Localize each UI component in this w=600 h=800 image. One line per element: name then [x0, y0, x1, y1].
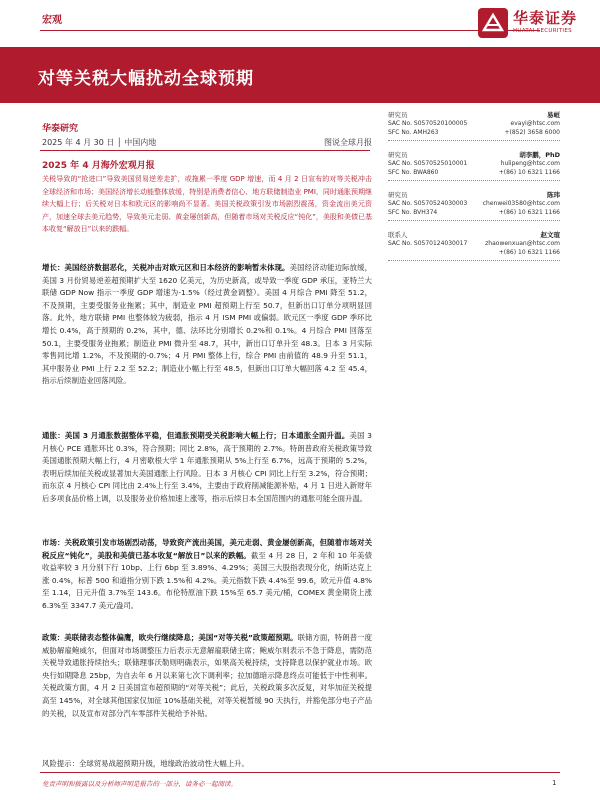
inflation-lead: 通胀：美国 3 月通胀数据整体平稳，但通胀预期受关税影响大幅上行；日本通胀全面升温。 [42, 431, 350, 440]
analyst-sfc: SFC No. BWA860 [388, 169, 439, 176]
analyst-email[interactable]: zhaowenxuan@htsc.com [485, 240, 560, 247]
market-section [42, 537, 372, 613]
growth-text: 美国经济动能边际放缓，美国 3 月份贸易逆差超预期扩大至 1620 亿美元，为历史新高，或导致一季度 GDP 承压，亚特兰大联储 GDP Now 指示一季度 GDP 增速为-1.5%（经过黄金调整）。美国 4 月综合 PMI 降至 51.2，不及预期，主要受服务业拖累；其中，制造业 PMI 超预期上行至 50.7，但新出口订单分项明显回落。此外，地方联储 PMI 也整体较为疲弱，指示 4 月 ISM PMI 或偏弱。欧元区一季度 GDP 季环比增长 0.4%，高于预期的 0.2%，其中，德、法环比分别增长 0.2%和 0.1%。4 月综合 PMI 回落至 50.1，主要受服务业拖累；制造业 PMI 微升至 48.7，其中，新出口订单升至 48.3。日本 3 月实际零售同比增 1.2%，不及预期的-0.7%；4 月 PMI 整体上行，综合 PMI 由前值的 48.9 升至 51.1，其中服务业 PMI 上行 2.2 至 52.2；制造业小幅上行至 48.5，但新出口订单大幅回落 4.2 至 45.4，指示后续制造业回落风险。 [42, 263, 372, 386]
analyst-email[interactable]: hulipeng@htsc.com [500, 160, 560, 167]
footer-disclaimer: 免责声明和披露以及分析师声明是报告的一部分，请务必一起阅读。 [42, 780, 237, 788]
analyst-phone: +(86) 10 6321 1166 [498, 249, 560, 256]
analyst-role: 研究员 [388, 151, 408, 159]
analyst-name: 赵文瑄 [540, 231, 560, 239]
summary-text: 关税导致的“抢进口”导致美国贸易逆差走扩，或拖累一季度 GDP 增速，而 4 月 2 日宣布的对等关税冲击全球经济和市场；美国经济增长动能整体放缓，特别是消费者信心、地方联储制造业 PMI，同时通胀预期继续大幅上行；后关税对日本和欧元区的影响尚不显著。美国关税政策引发市场剧烈震荡，资金流出美元资产，加速全球去美元趋势，导致美元走弱、黄金屡创新高，但随着市场对关税反应“钝化”，美股和美债已基本收复“解放日”以来的跌幅。 [42, 175, 372, 233]
footer-rule [40, 772, 560, 773]
top-bar [0, 0, 600, 54]
doc-type: 图说全球月报 [324, 138, 372, 147]
analyst-sac: SAC No. S0570520100005 [388, 120, 468, 127]
analyst-sac: SAC No. S0570524030003 [388, 200, 468, 207]
analyst-name: 胡李鹏，PhD [519, 151, 560, 159]
analyst-phone: +(852) 3658 6000 [504, 129, 560, 136]
growth-lead: 增长：美国经济数据恶化，关税冲击对欧元区和日本经济的影响暂未体现。 [42, 263, 290, 272]
page-number: 1 [552, 779, 557, 787]
analyst-role: 联系人 [388, 231, 408, 239]
inflation-section [42, 430, 372, 506]
policy-lead: 政策：美联储表态整体偏鹰，欧央行继续降息；美国“对等关税”政策超预期。 [42, 633, 298, 642]
analyst-sfc: SFC No. AMH263 [388, 129, 439, 136]
analyst-phone: +(86) 10 6321 1166 [498, 169, 560, 176]
analyst-role: 研究员 [388, 191, 408, 199]
risk-note: 风险提示：全球贸易战超预期升级，地缘政治波动性大幅上升。 [42, 759, 249, 768]
summary-heading: 2025 年 4 月海外宏观月报 [42, 161, 155, 171]
logo-name-cn: 华泰证券 [513, 9, 578, 28]
analyst-card [388, 108, 560, 141]
analyst-email[interactable]: chenwei03580@htsc.com [482, 200, 560, 207]
org-label [42, 116, 78, 135]
analyst-card [388, 228, 560, 261]
org-name: 华泰研究 [42, 124, 79, 134]
meta-rule [40, 150, 370, 151]
date-line: 2025 年 4 月 30 日 │ 中国内地 [42, 138, 157, 147]
analyst-card [388, 148, 560, 181]
header-rule [40, 30, 540, 31]
policy-section [42, 632, 372, 720]
market-lead: 市场：关税政策引发市场剧烈动荡，导致资产流出美国，美元走弱、黄金屡创新高，但随着市场对关税反应“钝化”，美股和美债已基本收复“解放日”以来的跌幅。 [42, 538, 372, 560]
analyst-sfc: SFC No. BVH374 [388, 209, 438, 216]
analyst-card [388, 188, 560, 221]
growth-section [42, 262, 372, 388]
category-label: 宏观 [42, 15, 62, 26]
analyst-role: 研究员 [388, 111, 408, 119]
report-title: 对等关税大幅扰动全球预期 [38, 69, 254, 89]
market-text: 截至 4 月 28 日，2 年和 10 年美债收益率较 3 月分别下行 10bp、上行 6bp 至 3.89%、4.29%；美国三大股指表现分化，纳斯达克上涨 0.4%，标普 500 和道指分别下跌 1.5%和 4.2%。美元指数下跌 4.4%至 99.6，欧元升值 4.8%至 1.14，日元升值 3.7%至 143.6。布伦特原油下跌 15%至 65.7 美元/桶，COMEX 黄金期货上涨 6.3%至 3347.7 美元/盎司。 [42, 550, 372, 610]
analyst-name: 陈玮 [547, 191, 560, 199]
analyst-sac: SAC No. S0570124030017 [388, 240, 468, 247]
analyst-panel [388, 108, 560, 268]
analyst-name: 易峘 [547, 111, 560, 119]
summary-section [42, 158, 372, 236]
analyst-phone: +(86) 10 6321 1166 [498, 209, 560, 216]
analyst-sac: SAC No. S0570525010001 [388, 160, 468, 167]
analyst-email[interactable]: evayi@htsc.com [510, 120, 560, 127]
company-logo [478, 8, 577, 38]
policy-text: 联储方面，特朗普一度威胁解雇鲍威尔，但面对市场调整压力后表示无意解雇联储主席；鲍威尔则表示不急于降息，需防范关税导致通胀持续抬头；联储理事沃勒则明确表示，如果高关税持续，支持降息以保护就业市场。欧央行如期降息 25bp，为自去年 6 月以来第七次下调利率；拉加德暗示降息终点可能低于中性利率。关税政策方面，4 月 2 日美国宣布超预期的“对等关税”；此后，关税政策多次反复，对华加征关税提高至 145%，对全球其他国家仅加征 10%基础关税，对等关税暂缓 90 天执行，并豁免部分电子产品的关税，以及宣布对部分汽车零部件关税给予补贴。 [42, 633, 372, 718]
logo-name-en: HUATAI SECURITIES [513, 28, 572, 35]
inflation-text: 美国 3 月核心 PCE 通胀环比 0.3%，符合预期；同比 2.8%，高于预期的 2.7%。特朗普政府关税政策导致美国通胀预期大幅上行，4 月密歇根大学 1 年通胀预期从 5%上行至 6.7%，远高于预期的 5.2%，表明后续加征关税或显著加大美国通胀上行风险。日本 3 月核心 CPI 同比上行至 3.2%，符合预期；而东京 4 月核心 CPI 同比由 2.4%上行至 3.4%，主要由于政府削减能源补贴，4 月 1 日进入新财年后多项食品价格上调，以及服务业价格加速上涨等，指示后续日本全国范围内的通胀可能全面升温。 [42, 431, 372, 503]
huatai-logo-icon [478, 8, 508, 38]
